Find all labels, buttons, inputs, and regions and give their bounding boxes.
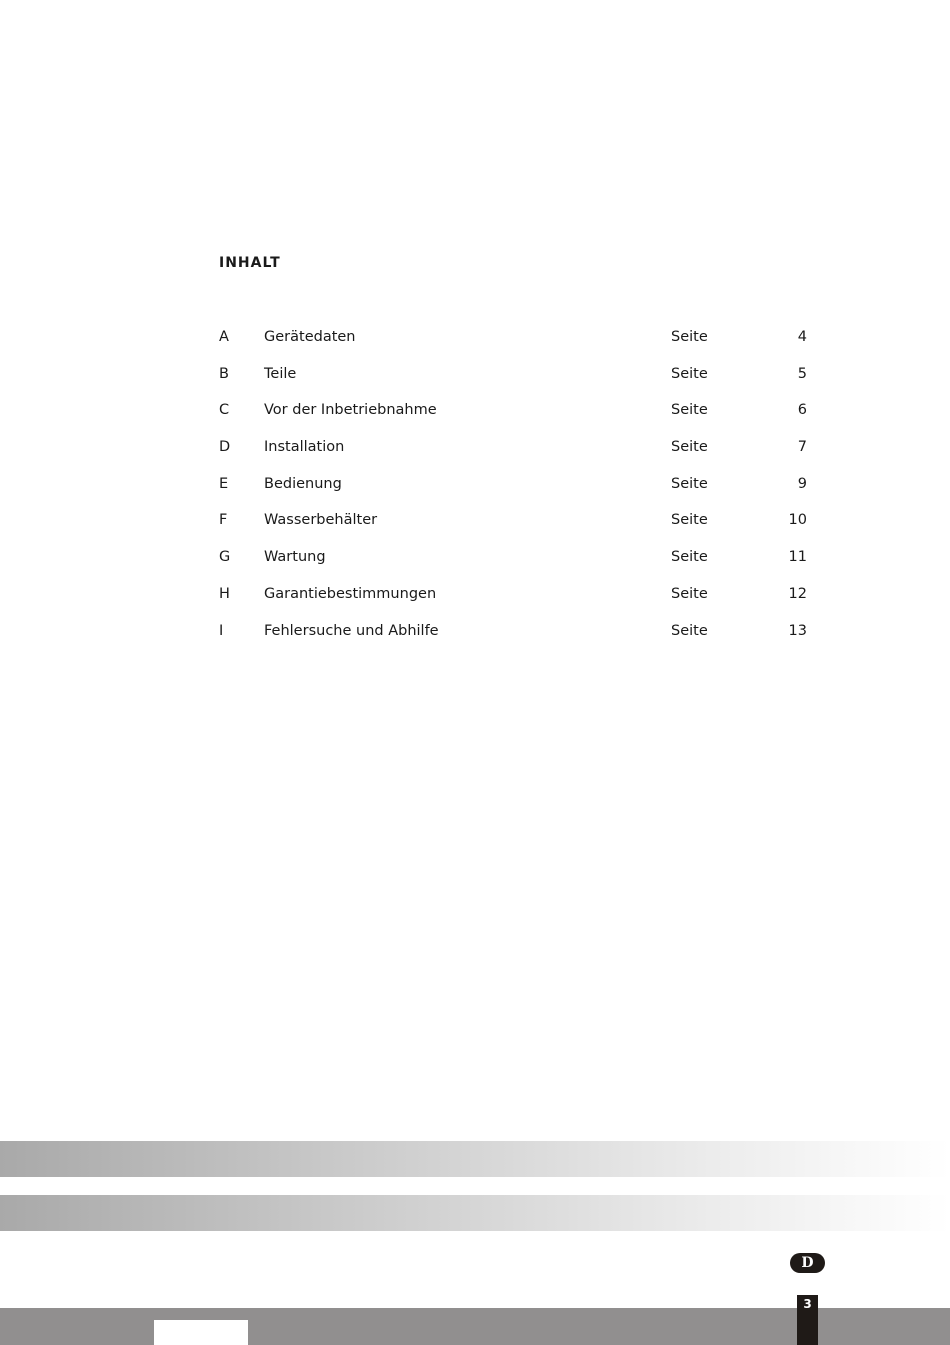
toc-entry-seite-label: Seite (671, 475, 708, 492)
toc-entry (219, 473, 809, 510)
language-badge: D (790, 1253, 825, 1273)
toc-entry-title: Wartung (264, 549, 326, 566)
footer-white-block (154, 1320, 248, 1345)
toc-entry-letter: C (219, 402, 230, 419)
toc-entry (219, 546, 809, 583)
toc-entry (219, 620, 809, 657)
toc-entry-letter: A (219, 329, 229, 345)
toc-entry-title: Bedienung (264, 475, 342, 492)
toc-entry-seite-label: Seite (671, 622, 708, 639)
toc-entry-seite-label: Seite (671, 439, 708, 456)
toc-entry-title: Wasserbehälter (264, 512, 378, 529)
toc-entry-page-number: 4 (797, 329, 807, 345)
toc-entry-title: Teile (264, 365, 297, 382)
toc-entry (219, 326, 809, 363)
toc-entry-seite-label: Seite (671, 549, 708, 566)
toc-entry-seite-label: Seite (671, 585, 708, 602)
page-number-tab: 3 (797, 1295, 818, 1345)
toc-entry (219, 436, 809, 473)
toc-entry (219, 583, 809, 620)
toc-entry-page-number: 10 (788, 512, 807, 529)
gradient-band-upper (0, 1141, 950, 1177)
toc-entry-letter: G (219, 549, 231, 566)
toc-entry (219, 363, 809, 400)
toc-entry-page-number: 12 (788, 585, 807, 602)
toc-entry-page-number: 6 (797, 402, 807, 419)
toc-entry-title: Garantiebestimmungen (264, 585, 437, 602)
toc-entry (219, 509, 809, 546)
toc-entry-title: Fehlersuche und Abhilfe (264, 622, 439, 639)
toc-entry-title: Installation (264, 439, 345, 456)
toc-entry-letter: H (219, 585, 230, 602)
toc-entry-page-number: 7 (797, 439, 807, 456)
toc-entry-page-number: 11 (788, 549, 807, 566)
toc-entry-title: Gerätedaten (264, 329, 356, 345)
toc-entry-page-number: 9 (797, 475, 807, 492)
toc-entry-page-number: 5 (797, 365, 807, 382)
toc-entry-title: Vor der Inbetriebnahme (264, 402, 437, 419)
toc-entry-seite-label: Seite (671, 329, 708, 345)
toc-entry-letter: F (219, 512, 228, 529)
toc-heading: INHALT (219, 255, 281, 271)
toc-entry-seite-label: Seite (671, 365, 708, 382)
gradient-band-lower (0, 1195, 950, 1231)
toc-entry-letter: B (219, 365, 229, 382)
toc-list (219, 326, 809, 656)
toc-entry-letter: E (219, 475, 229, 492)
toc-entry (219, 399, 809, 436)
toc-entry-seite-label: Seite (671, 402, 708, 419)
toc-entry-seite-label: Seite (671, 512, 708, 529)
toc-entry-letter: I (219, 622, 224, 639)
toc-entry-letter: D (219, 439, 231, 456)
toc-entry-page-number: 13 (788, 622, 807, 639)
